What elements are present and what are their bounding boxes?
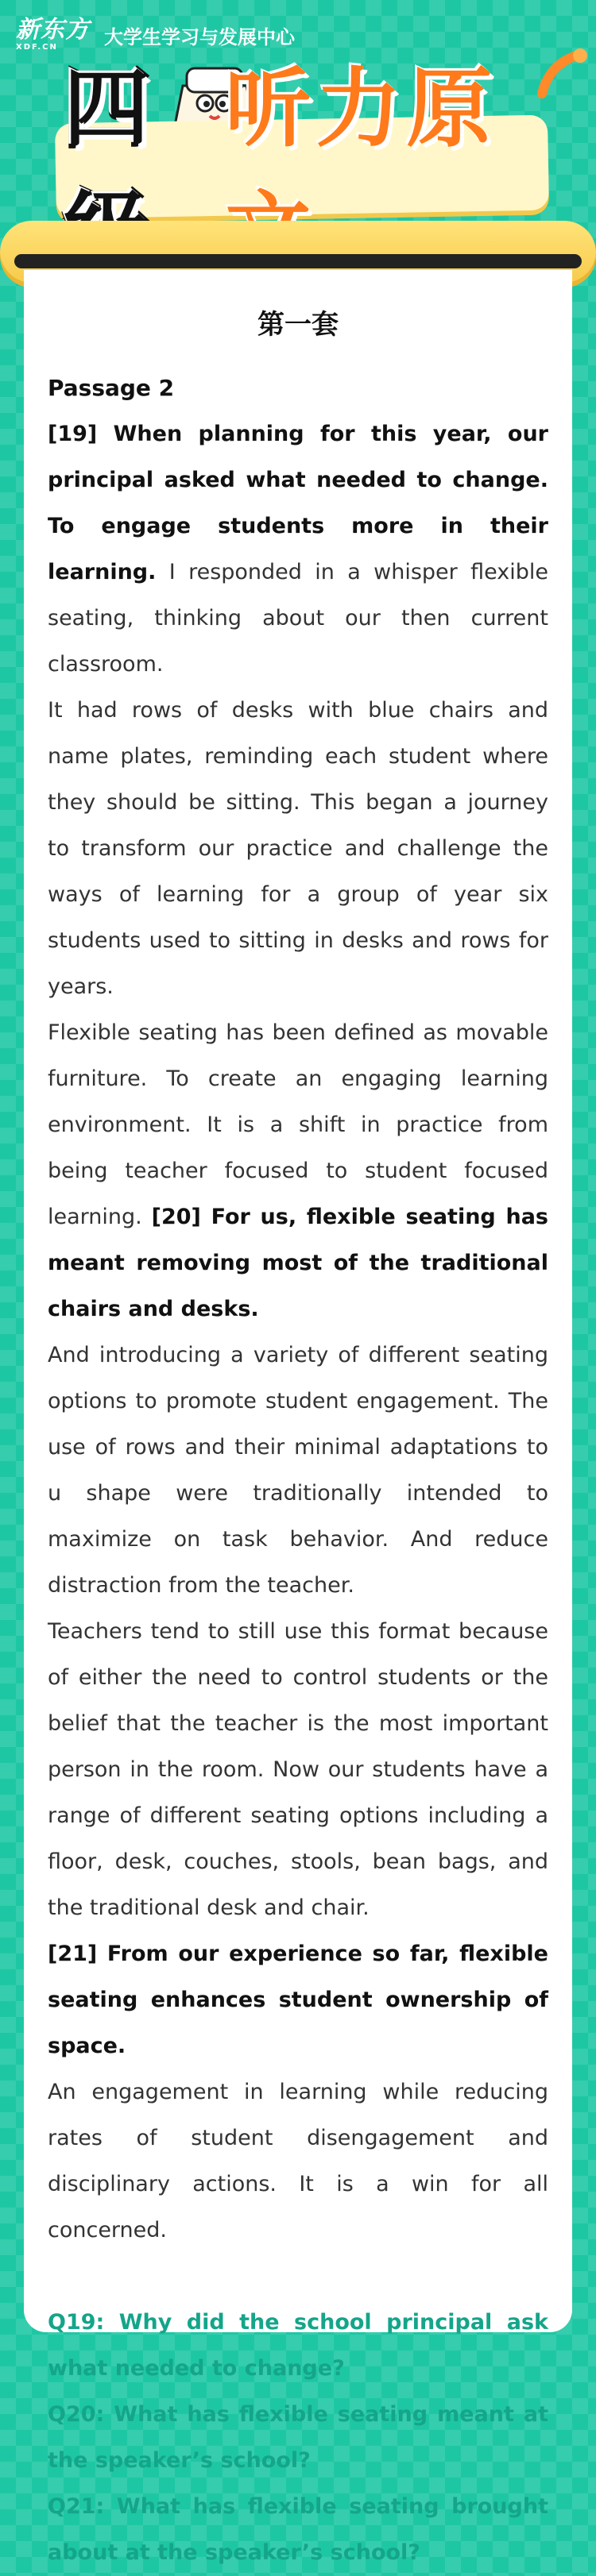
logo-main-text: 新东方 — [16, 16, 90, 44]
title-part-1: 四 — [64, 60, 155, 159]
question-20: Q20: What has flexible seating meant at the speaker’s school? — [48, 2402, 548, 2473]
paragraph-text: Teachers tend to still use this format because of either the need to control students or the belief that the teacher is the most important person in the room. Now our students have a range of different seating options including a floor, desk, couches, stools, bean bags, and the traditional desk and chair. — [48, 1619, 548, 1920]
answer-highlight-21: [21] From our experience so far, flexible seating enhances student ownership of space. — [48, 1942, 548, 2058]
paragraph-text: It had rows of desks with blue chairs and name plates, reminding each student where they should be sitting. This began a journey to transform our practice and challenge the ways of learning for a group of year six students used to sitting in desks and rows for years. — [48, 698, 548, 999]
question-19: Q19: Why did the school principal ask what needed to change? — [48, 2310, 548, 2381]
answer-highlight-19: [19] When planning for this year, our principal asked what needed to change. To engage students more in their learning. — [48, 422, 548, 584]
paragraph-text: An engagement in learning while reducing rates of student disengagement and disciplinary actions. It is a win for all concerned. — [48, 2080, 548, 2242]
paragraph-1 — [48, 411, 548, 688]
section-title: 第一套 — [257, 309, 339, 341]
spacer — [48, 2254, 548, 2300]
paragraph-text: I responded in a whisper flexible seating, thinking about our then current classroom. — [48, 560, 548, 677]
answer-highlight-20: [20] For us, flexible seating has meant removing most of the traditional chairs and desks. — [48, 1205, 548, 1321]
paragraph-2 — [48, 688, 548, 1010]
paragraph-6 — [48, 1931, 548, 2069]
paragraph-3 — [48, 1010, 548, 1332]
content-card — [24, 270, 572, 2565]
paragraph-7 — [48, 2069, 548, 2254]
paragraph-4 — [48, 1332, 548, 1609]
passage-label: Passage 2 — [48, 375, 175, 401]
logo-sub-text: XDF.CN — [16, 43, 58, 52]
org-name: 大学生学习与发展中心 — [104, 25, 295, 48]
paragraph-text: And introducing a variety of different seating options to promote student engagement. The use of rows and their minimal adaptations to u shape were traditionally intended to maximize on task behavior. And reduce distraction from the teacher. — [48, 1343, 548, 1598]
paragraph-text: Flexible seating has been defined as movable furniture. To create an engaging learning environment. It is a shift in practice from being teacher focused to student focused learning. — [48, 1020, 548, 1229]
scroll-slot — [14, 254, 582, 268]
title-part-2: 听力原 — [225, 60, 497, 159]
page-title — [56, 60, 548, 222]
question-21: Q21: What has flexible seating brought about at the speaker’s school? — [48, 2494, 548, 2565]
paragraph-5 — [48, 1609, 548, 1931]
